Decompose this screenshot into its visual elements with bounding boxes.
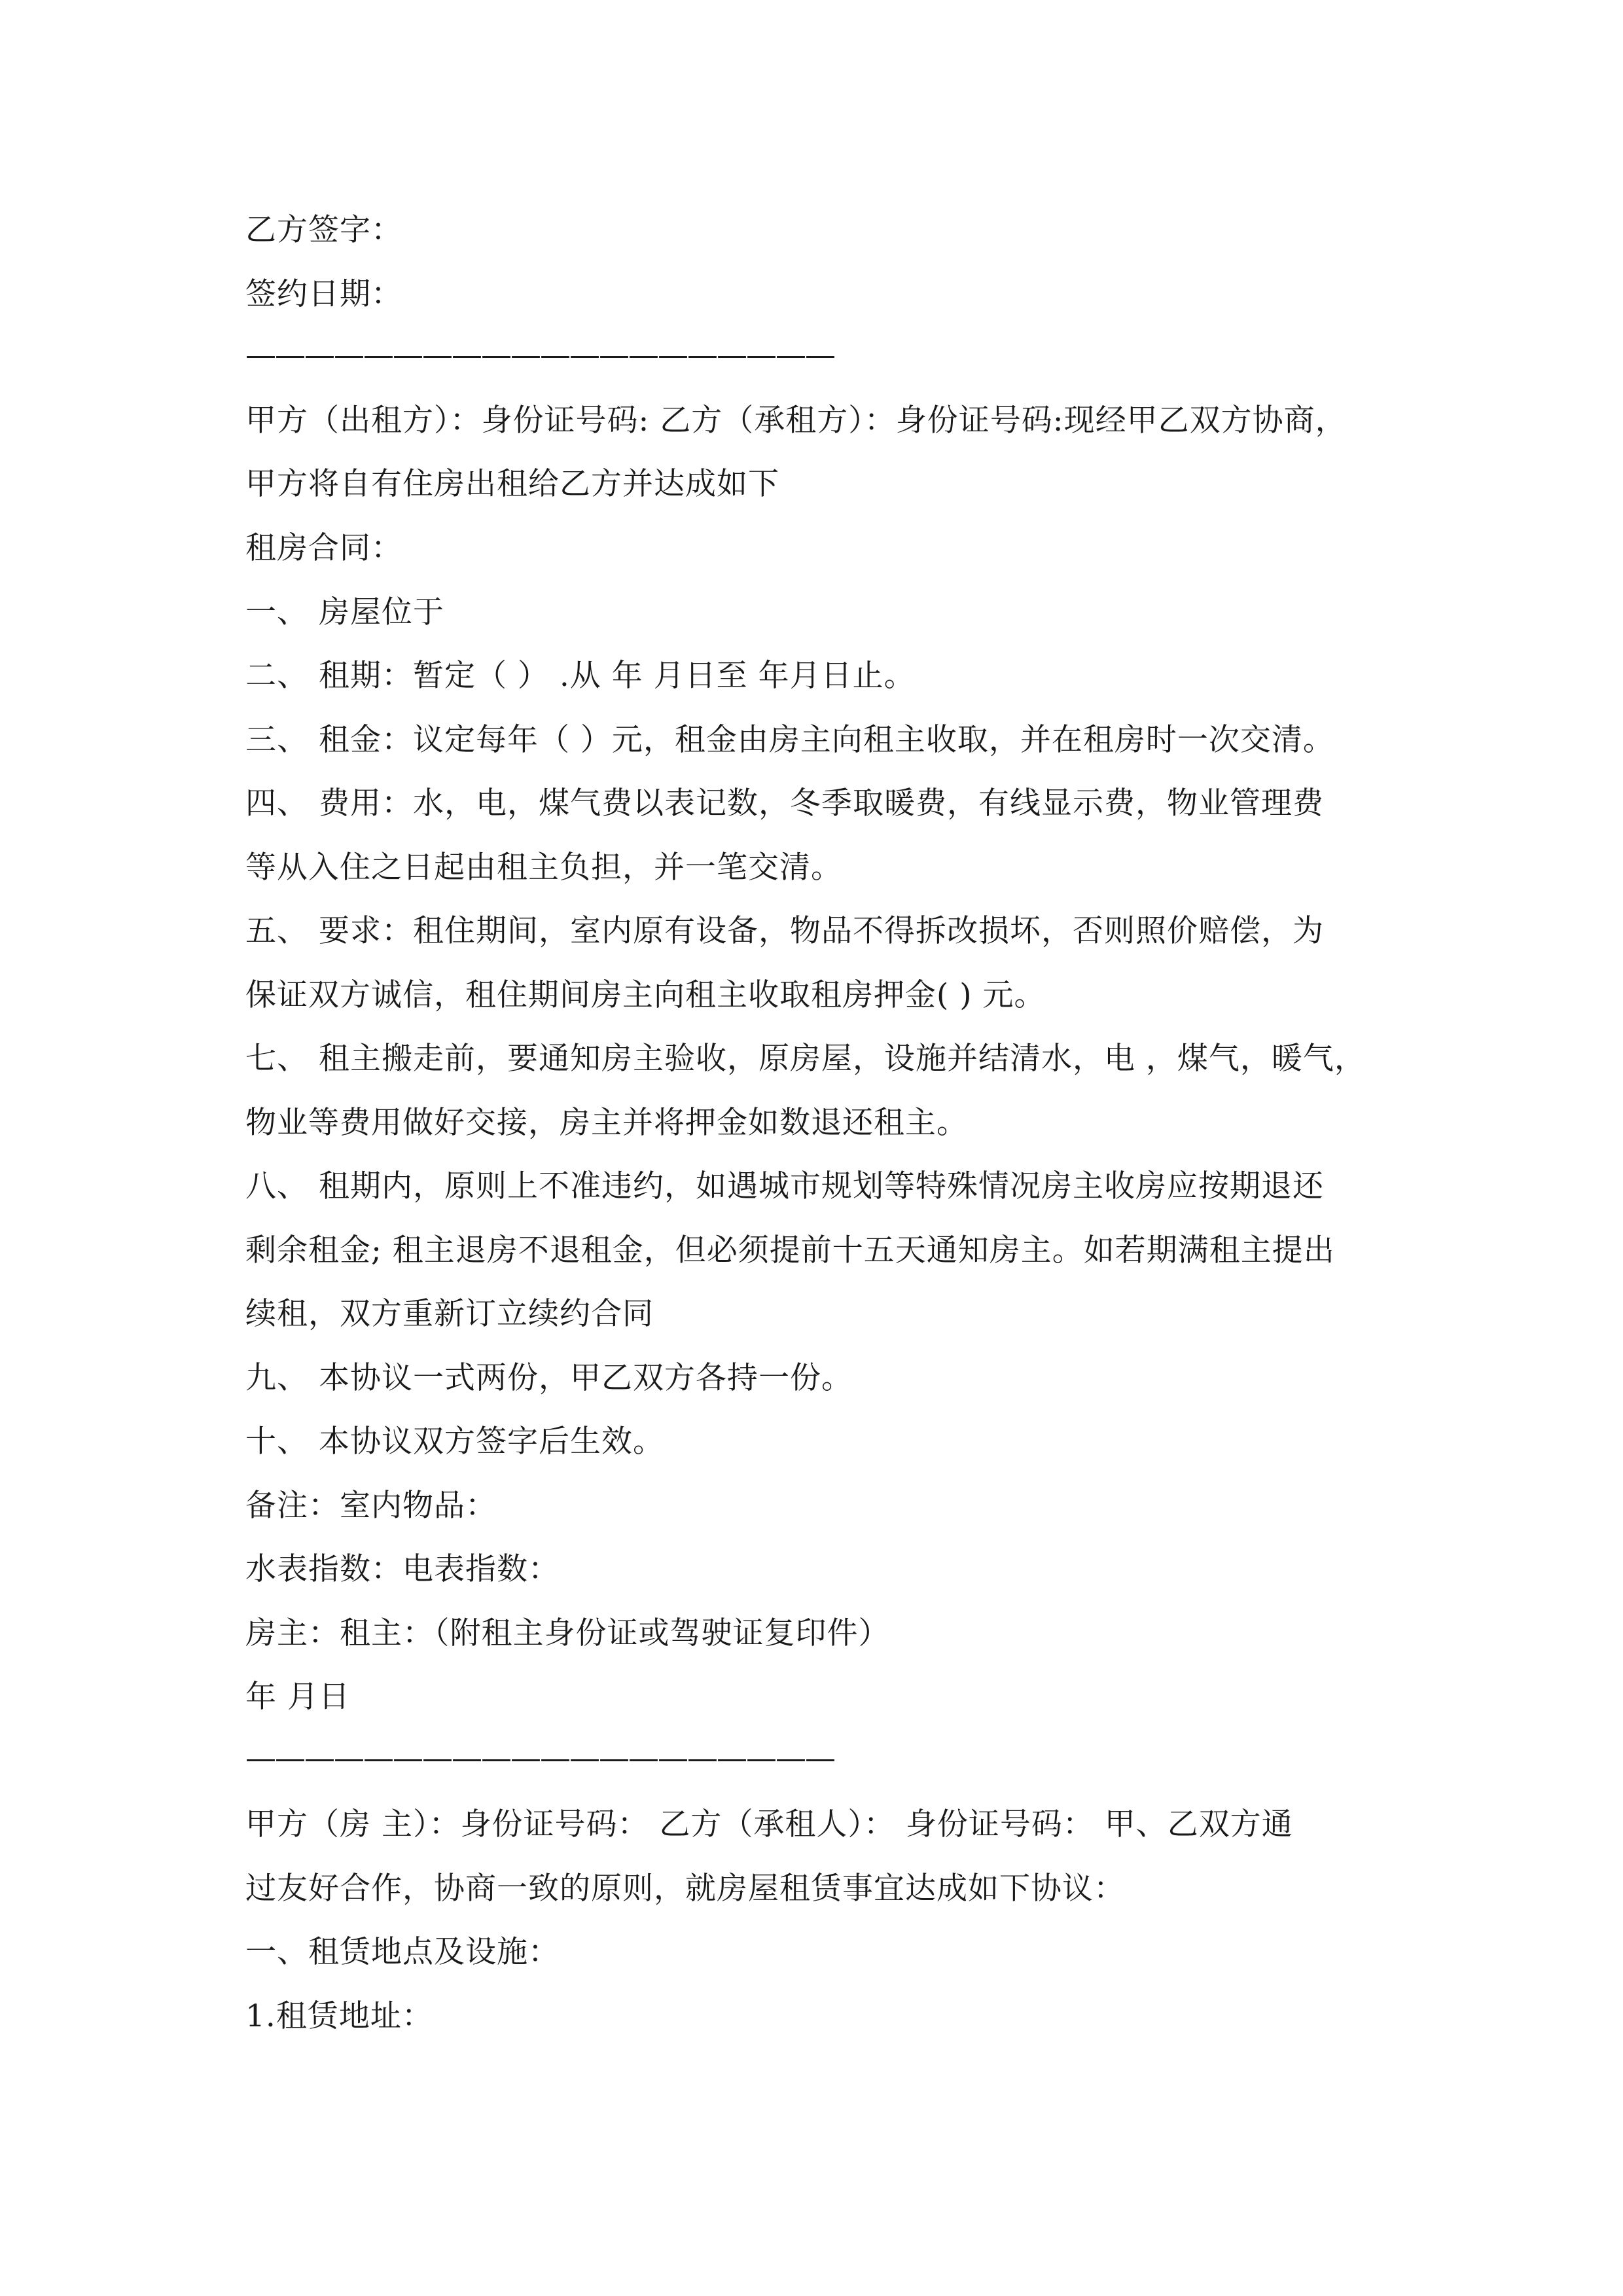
meter-readings-line: 水表指数：电表指数： — [245, 1551, 560, 1587]
clause-5-continued: 保证双方诚信，租住期间房主向租主收取租房押金( ) 元。 — [245, 977, 1046, 1013]
parties-line: 甲方（出租方）：身份证号码: 乙方（承租方）：身份证号码:现经甲乙双方协商， — [245, 403, 1347, 439]
clause-8-continued: 剩余租金; 租主退房不退租金，但必须提前十五天通知房主。如若期满租主提出 — [245, 1232, 1335, 1268]
clause-7: 七、 租主搬走前，要通知房主验收，原房屋，设施并结清水，电 ，煤气，暖气， — [245, 1041, 1366, 1077]
clause-8-end: 续租，双方重新订立续约合同 — [245, 1296, 654, 1332]
parties-line-continued: 甲方将自有住房出租给乙方并达成如下 — [245, 466, 779, 502]
signing-date-line: 签约日期： — [245, 276, 402, 312]
signatories-line: 房主：租主：（附租主身份证或驾驶证复印件） — [245, 1615, 890, 1651]
separator-rule: ———————————————————— — [245, 337, 834, 373]
clause-4: 四、 费用：水，电，煤气费以表记数，冬季取暖费，有线显示费，物业管理费 — [245, 785, 1324, 821]
clause-7-continued: 物业等费用做好交接，房主并将押金如数退还租主。 — [245, 1105, 968, 1141]
clause-4-continued: 等从入住之日起由租主负担，并一笔交清。 — [245, 850, 842, 886]
clause-3: 三、 租金：议定每年（ ）元，租金由房主向租主收取，并在租房时一次交清。 — [245, 722, 1334, 758]
clause-1: 一、 房屋位于 — [245, 594, 444, 630]
clause-10: 十、 本协议双方签字后生效。 — [245, 1424, 664, 1460]
clause-8: 八、 租期内，原则上不准违约，如遇城市规划等特殊情况房主收房应按期退还 — [245, 1168, 1324, 1204]
party-b-signature-line: 乙方签字： — [245, 212, 402, 248]
clause-5: 五、 要求：租住期间，室内原有设备，物品不得拆改损坏，否则照价赔偿，为 — [245, 913, 1324, 949]
rental-address-line: 1.租赁地址： — [245, 1998, 433, 2034]
clause-2: 二、 租期：暂定（ ） .从 年 月日至 年月日止。 — [245, 658, 916, 694]
clause-9: 九、 本协议一式两份，甲乙双方各持一份。 — [245, 1360, 853, 1396]
second-contract-intro: 过友好合作，协商一致的原则，就房屋租赁事宜达成如下协议： — [245, 1871, 1125, 1907]
second-contract-parties: 甲方（房 主）：身份证号码： 乙方（承租人）： 身份证号码： 甲、乙双方通 — [245, 1806, 1293, 1842]
separator-rule-2: ———————————————————— — [245, 1740, 834, 1776]
contract-heading: 租房合同： — [245, 530, 402, 566]
date-line: 年 月日 — [245, 1679, 350, 1715]
section-1-heading: 一、租赁地点及设施： — [245, 1934, 560, 1970]
remarks-line: 备注：室内物品： — [245, 1488, 497, 1524]
